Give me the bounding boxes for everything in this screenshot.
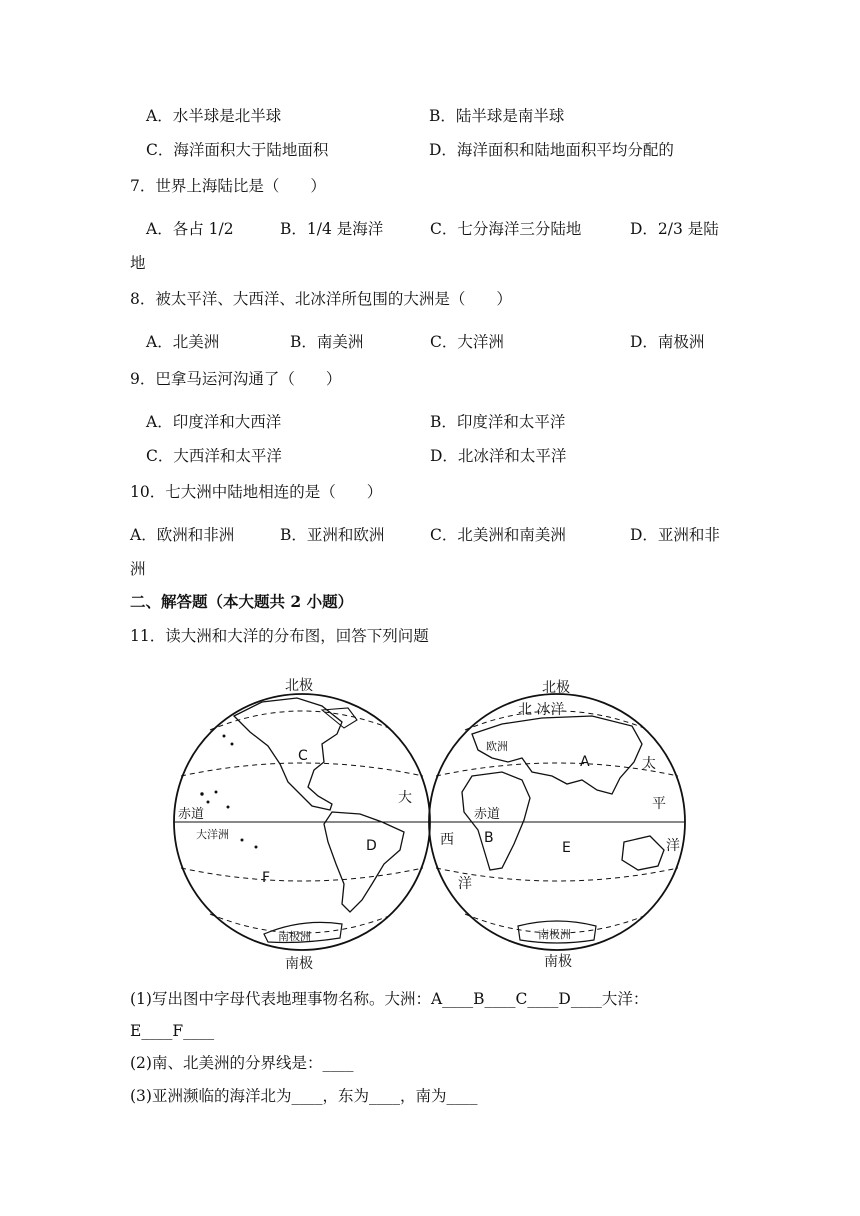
map-antarctica-right: 南极洲 xyxy=(538,928,571,941)
q11-sub1-continued: E____F____ xyxy=(130,1022,215,1040)
q10-option-a: A．欧洲和非洲 xyxy=(130,526,235,544)
map-equator-left: 赤道 xyxy=(178,807,205,822)
q10-stem: 10．七大洲中陆地相连的是（ ） xyxy=(130,483,383,501)
q7-option-d-continued: 地 xyxy=(130,254,146,272)
q11-sub2: (2)南、北美洲的分界线是：____ xyxy=(130,1054,354,1072)
map-letter-d: D xyxy=(366,838,377,854)
q8-option-b: B．南美洲 xyxy=(290,333,364,351)
map-north-pole-left: 北极 xyxy=(285,678,313,694)
eastern-hemisphere xyxy=(429,694,685,950)
q10-option-c: C．北美洲和南美洲 xyxy=(430,526,566,544)
map-north-pole-right: 北极 xyxy=(542,680,570,696)
q10-option-d-continued: 洲 xyxy=(130,560,146,578)
map-char-tai: 太 xyxy=(642,756,656,772)
q8-option-d: D．南极洲 xyxy=(630,333,705,351)
map-letter-a: A xyxy=(580,754,590,770)
map-europe: 欧洲 xyxy=(486,740,508,753)
western-hemisphere xyxy=(174,694,430,950)
map-letter-b: B xyxy=(484,830,494,846)
map-south-pole-left: 南极 xyxy=(285,956,313,972)
q10-option-d: D．亚洲和非 xyxy=(630,526,720,544)
map-char-yang-east: 洋 xyxy=(666,838,680,854)
q11-sub1: (1)写出图中字母代表地理事物名称。大洲：A____B____C____D____大洋： xyxy=(130,990,649,1008)
map-char-da: 大 xyxy=(398,790,412,806)
world-map-figure xyxy=(172,672,690,972)
q6-option-a: A．水半球是北半球 xyxy=(146,107,282,125)
q6-option-d: D．海洋面积和陆地面积平均分配的 xyxy=(429,141,674,159)
map-char-yang-west: 洋 xyxy=(458,876,472,892)
q7-option-a: A．各占 1/2 xyxy=(146,220,234,238)
q6-option-c: C．海洋面积大于陆地面积 xyxy=(146,141,329,159)
q6-option-b: B．陆半球是南半球 xyxy=(429,107,565,125)
q9-stem: 9．巴拿马运河沟通了（ ） xyxy=(130,370,342,388)
q7-option-c: C．七分海洋三分陆地 xyxy=(430,220,582,238)
q8-option-c: C．大洋洲 xyxy=(430,333,504,351)
q10-option-b: B．亚洲和欧洲 xyxy=(280,526,385,544)
map-antarctica-left: 南极洲 xyxy=(278,930,311,943)
q11-stem: 11．读大洲和大洋的分布图，回答下列问题 xyxy=(130,627,429,645)
q9-option-d: D．北冰洋和太平洋 xyxy=(430,447,567,465)
q9-option-a: A．印度洋和大西洋 xyxy=(146,413,282,431)
map-oceania: 大洋洲 xyxy=(196,828,229,841)
q9-option-c: C．大西洋和太平洋 xyxy=(146,447,282,465)
q7-option-d: D．2/3 是陆 xyxy=(630,220,719,238)
map-equator-right: 赤道 xyxy=(474,807,501,822)
q9-option-b: B．印度洋和太平洋 xyxy=(430,413,566,431)
q7-option-b: B．1/4 是海洋 xyxy=(280,220,384,238)
map-south-pole-right: 南极 xyxy=(544,954,572,970)
map-letter-e: E xyxy=(562,840,571,856)
q11-sub3: (3)亚洲濒临的海洋北为____，东为____，南为____ xyxy=(130,1087,478,1105)
map-letter-c: C xyxy=(298,748,308,764)
map-char-ping: 平 xyxy=(652,796,666,812)
q8-stem: 8．被太平洋、大西洋、北冰洋所包围的大洲是（ ） xyxy=(130,290,512,308)
map-arctic-ocean: 北 冰洋 xyxy=(518,702,565,718)
section-heading: 二、解答题（本大题共 2 小题） xyxy=(130,592,354,611)
q8-option-a: A．北美洲 xyxy=(146,333,220,351)
map-char-xi: 西 xyxy=(440,832,454,848)
map-letter-f: F xyxy=(262,870,271,886)
q7-stem: 7．世界上海陆比是（ ） xyxy=(130,177,326,195)
